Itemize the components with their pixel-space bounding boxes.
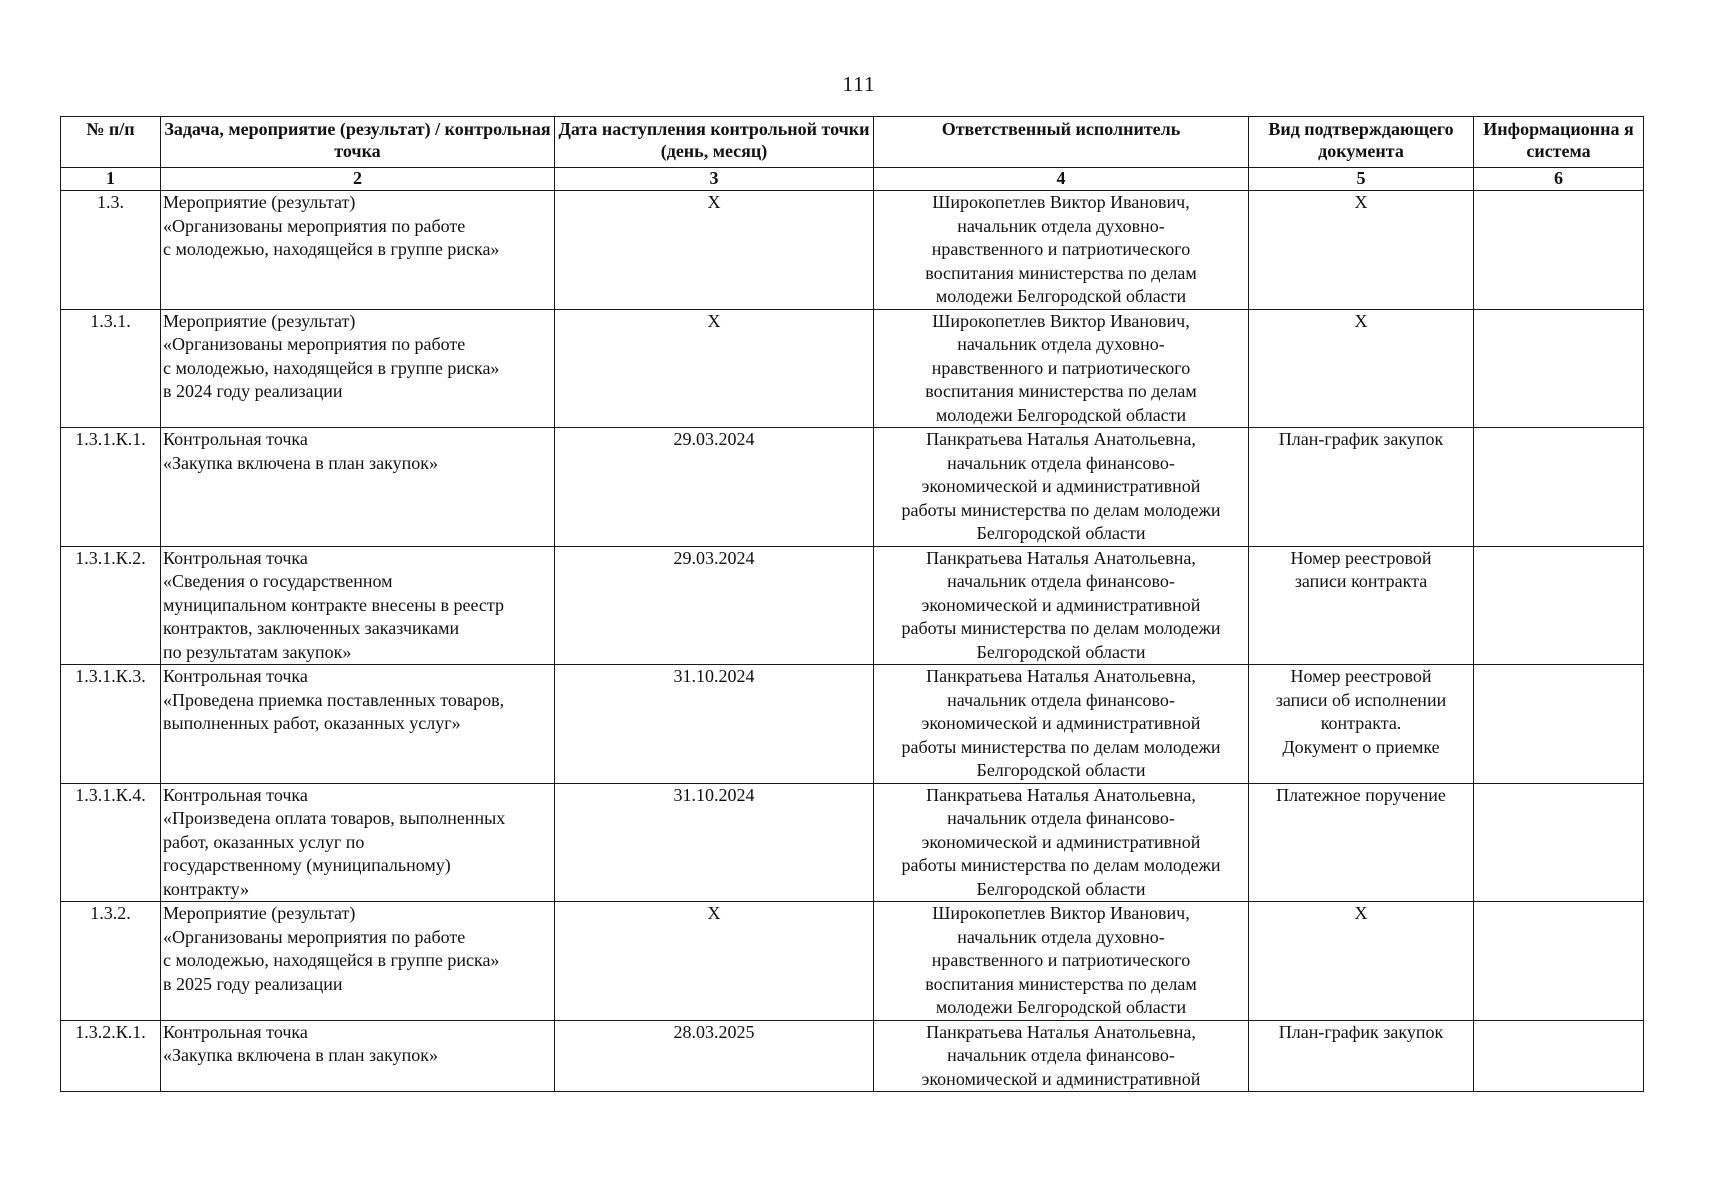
system-cell	[1474, 428, 1644, 547]
executor-cell-line: экономической и административной	[921, 1068, 1201, 1089]
document-cell	[1249, 665, 1474, 784]
document-cell-line: записи контракта	[1294, 571, 1428, 591]
executor-cell-line: работы министерства по делам молодежи	[901, 499, 1221, 520]
table-row	[61, 428, 1644, 547]
executor-cell	[874, 665, 1249, 784]
executor-cell-line: нравственного и патриотического	[931, 357, 1191, 378]
executor-cell-line: работы министерства по делам молодежи	[901, 736, 1221, 757]
row-number-cell: 1.3.1.К.2.	[61, 546, 161, 665]
executor-cell	[874, 428, 1249, 547]
table-row	[61, 902, 1644, 1021]
executor-cell-line: Широкопетлев Виктор Иванович,	[932, 310, 1190, 331]
task-cell-line: по результатам закупок»	[163, 641, 352, 662]
column-number-row	[61, 168, 1644, 191]
executor-cell-line: работы министерства по делам молодежи	[901, 855, 1221, 875]
column-number: 5	[1249, 168, 1474, 191]
task-cell-line: Контрольная точка	[163, 666, 308, 686]
task-cell-line: «Организованы мероприятия по работе	[163, 334, 466, 354]
task-cell-line: «Проведена приемка поставленных товаров,	[163, 689, 505, 710]
task-cell-line: с молодежью, находящейся в группе риска»	[163, 357, 500, 378]
executor-cell	[874, 783, 1249, 902]
row-number-cell: 1.3.2.	[61, 902, 161, 1021]
task-cell	[161, 546, 555, 665]
document-cell-line: План-график закупок	[1278, 429, 1444, 449]
task-cell-line: Контрольная точка	[163, 784, 308, 805]
task-cell-line: «Сведения о государственном	[163, 571, 393, 591]
row-number-cell: 1.3.1.К.1.	[61, 428, 161, 547]
page-number: 111	[842, 72, 876, 96]
task-cell	[161, 309, 555, 428]
executor-cell-line: нравственного и патриотического	[931, 239, 1191, 259]
date-cell: 31.10.2024	[555, 665, 874, 784]
task-cell-line: Контрольная точка	[163, 1021, 308, 1042]
executor-cell-line: воспитания министерства по делам	[925, 381, 1197, 401]
header-document: Вид подтверждающего документа	[1249, 117, 1474, 168]
task-cell-line: Мероприятие (результат)	[163, 192, 356, 212]
executor-cell-line: молодежи Белгородской области	[935, 997, 1187, 1017]
task-cell-line: в 2024 году реализации	[163, 381, 343, 401]
executor-cell-line: начальник отдела финансово-	[947, 808, 1175, 828]
document-cell	[1249, 902, 1474, 1021]
date-cell: 28.03.2025	[555, 1020, 874, 1092]
executor-cell-line: работы министерства по делам молодежи	[901, 618, 1221, 638]
system-cell	[1474, 783, 1644, 902]
table-row	[61, 191, 1644, 310]
executor-cell-line: экономической и административной	[921, 594, 1201, 615]
executor-cell	[874, 309, 1249, 428]
header-executor: Ответственный исполнитель	[874, 117, 1249, 168]
task-cell-line: Мероприятие (результат)	[163, 903, 356, 923]
task-cell-line: выполненных работ, оказанных услуг»	[163, 713, 461, 733]
executor-cell-line: Панкратьева Наталья Анатольевна,	[926, 547, 1196, 568]
executor-cell-line: экономической и административной	[921, 713, 1201, 733]
system-cell	[1474, 1020, 1644, 1092]
executor-cell-line: молодежи Белгородской области	[935, 286, 1187, 306]
document-cell-line: контракта.	[1320, 713, 1402, 733]
executor-cell-line: Панкратьева Наталья Анатольевна,	[926, 429, 1196, 449]
document-cell-line: Документ о приемке	[1282, 736, 1440, 757]
table-row	[61, 1020, 1644, 1092]
date-cell: Х	[555, 191, 874, 310]
row-number-cell: 1.3.	[61, 191, 161, 310]
column-number: 2	[161, 168, 555, 191]
header-system: Информационна я система	[1474, 117, 1644, 168]
executor-cell	[874, 546, 1249, 665]
task-cell-line: «Закупка включена в план закупок»	[163, 452, 438, 473]
system-cell	[1474, 309, 1644, 428]
task-cell-line: работ, оказанных услуг по	[163, 831, 365, 852]
column-number: 4	[874, 168, 1249, 191]
task-cell	[161, 902, 555, 1021]
row-number-cell: 1.3.1.	[61, 309, 161, 428]
column-number: 6	[1474, 168, 1644, 191]
task-cell-line: Мероприятие (результат)	[163, 310, 356, 331]
executor-cell	[874, 902, 1249, 1021]
header-date: Дата наступления контрольной точки (день, месяц)	[555, 117, 874, 168]
row-number-cell: 1.3.1.К.4.	[61, 783, 161, 902]
column-number: 3	[555, 168, 874, 191]
table-row	[61, 665, 1644, 784]
document-cell-line: Х	[1354, 903, 1368, 923]
executor-cell-line: Белгородской области	[976, 878, 1146, 899]
task-cell	[161, 783, 555, 902]
executor-cell-line: воспитания министерства по делам	[925, 973, 1197, 994]
executor-cell-line: Белгородской области	[976, 760, 1146, 780]
executor-cell-line: начальник отдела духовно-	[957, 926, 1165, 947]
header-num: № п/п	[61, 117, 161, 168]
executor-cell	[874, 191, 1249, 310]
table-body	[61, 191, 1644, 1092]
task-cell	[161, 428, 555, 547]
table-row	[61, 783, 1644, 902]
executor-cell-line: Белгородской области	[976, 523, 1146, 543]
document-cell	[1249, 191, 1474, 310]
document-cell-line: Номер реестровой	[1290, 666, 1432, 686]
task-cell-line: с молодежью, находящейся в группе риска»	[163, 950, 500, 970]
task-cell-line: с молодежью, находящейся в группе риска»	[163, 239, 500, 259]
executor-cell-line: экономической и административной	[921, 476, 1201, 496]
task-cell-line: контрактов, заключенных заказчиками	[163, 618, 460, 638]
task-cell-line: контракту»	[163, 878, 250, 899]
executor-cell-line: Панкратьева Наталья Анатольевна,	[926, 1021, 1196, 1042]
task-cell-line: государственному (муниципальному)	[163, 855, 451, 875]
date-cell: 29.03.2024	[555, 546, 874, 665]
document-cell-line: записи об исполнении	[1275, 689, 1447, 710]
executor-cell-line: Панкратьева Наталья Анатольевна,	[926, 784, 1196, 805]
document-cell-line: Х	[1354, 192, 1368, 212]
executor-cell-line: Белгородской области	[976, 641, 1146, 662]
header-row	[61, 117, 1644, 168]
document-cell	[1249, 1020, 1474, 1092]
date-cell: Х	[555, 309, 874, 428]
document-cell-line: Х	[1354, 310, 1368, 331]
system-cell	[1474, 546, 1644, 665]
executor-cell-line: молодежи Белгородской области	[935, 404, 1187, 425]
document-cell	[1249, 546, 1474, 665]
executor-cell-line: начальник отдела финансово-	[947, 571, 1175, 591]
document-cell-line: Номер реестровой	[1290, 547, 1432, 568]
row-number-cell: 1.3.2.К.1.	[61, 1020, 161, 1092]
row-number-cell: 1.3.1.К.3.	[61, 665, 161, 784]
task-cell-line: «Произведена оплата товаров, выполненных	[163, 808, 506, 828]
control-points-table	[60, 116, 1644, 1092]
task-cell-line: Контрольная точка	[163, 547, 308, 568]
document-cell	[1249, 783, 1474, 902]
document-cell	[1249, 309, 1474, 428]
task-cell	[161, 191, 555, 310]
task-cell-line: Контрольная точка	[163, 429, 308, 449]
date-cell: 31.10.2024	[555, 783, 874, 902]
task-cell-line: муниципальном контракте внесены в реестр	[163, 594, 504, 615]
executor-cell-line: нравственного и патриотического	[931, 950, 1191, 970]
date-cell: Х	[555, 902, 874, 1021]
executor-cell-line: начальник отдела финансово-	[947, 689, 1175, 710]
task-cell-line: «Организованы мероприятия по работе	[163, 926, 466, 947]
task-cell-line: «Организованы мероприятия по работе	[163, 215, 466, 236]
executor-cell-line: воспитания министерства по делам	[925, 262, 1197, 283]
header-task: Задача, мероприятие (результат) / контрольная точка	[161, 117, 555, 168]
column-number: 1	[61, 168, 161, 191]
system-cell	[1474, 191, 1644, 310]
task-cell-line: в 2025 году реализации	[163, 973, 343, 994]
executor-cell-line: начальник отдела финансово-	[947, 1045, 1175, 1065]
system-cell	[1474, 902, 1644, 1021]
table-row	[61, 309, 1644, 428]
executor-cell-line: Широкопетлев Виктор Иванович,	[932, 903, 1190, 923]
task-cell	[161, 665, 555, 784]
date-cell: 29.03.2024	[555, 428, 874, 547]
executor-cell-line: начальник отдела духовно-	[957, 334, 1165, 354]
document-cell-line: План-график закупок	[1278, 1021, 1444, 1042]
task-cell-line: «Закупка включена в план закупок»	[163, 1045, 438, 1065]
executor-cell-line: начальник отдела духовно-	[957, 215, 1165, 236]
document-cell	[1249, 428, 1474, 547]
executor-cell-line: начальник отдела финансово-	[947, 452, 1175, 473]
executor-cell-line: Широкопетлев Виктор Иванович,	[932, 192, 1190, 212]
table-row	[61, 546, 1644, 665]
executor-cell	[874, 1020, 1249, 1092]
system-cell	[1474, 665, 1644, 784]
task-cell	[161, 1020, 555, 1092]
document-cell-line: Платежное поручение	[1276, 784, 1446, 805]
executor-cell-line: Панкратьева Наталья Анатольевна,	[926, 666, 1196, 686]
executor-cell-line: экономической и административной	[921, 831, 1201, 852]
